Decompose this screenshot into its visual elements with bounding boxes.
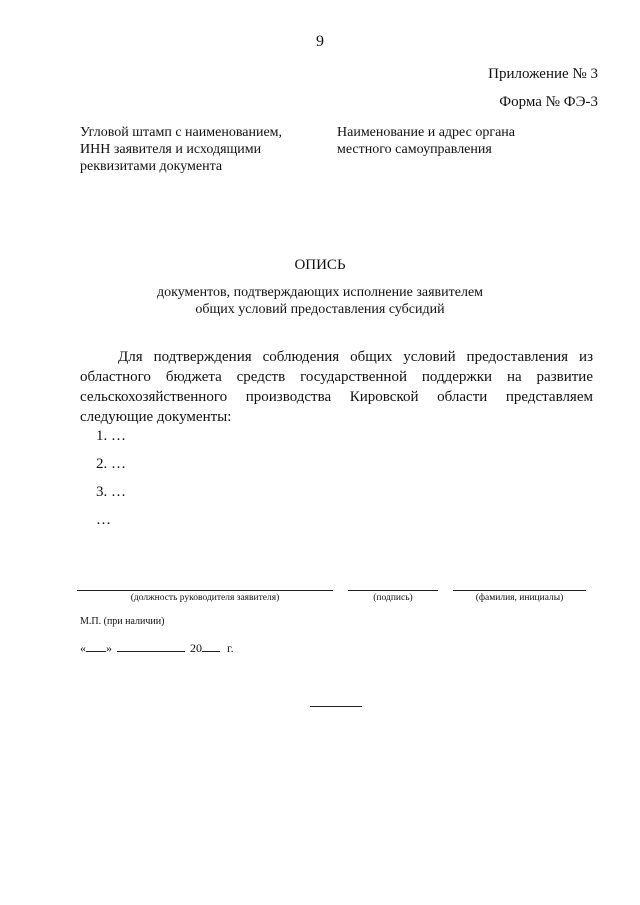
position-signature-line	[77, 590, 333, 591]
list-item: 1. …	[96, 428, 126, 444]
date-year-blank	[202, 651, 220, 652]
date-open-quote: «	[80, 641, 86, 655]
date-year-suffix: г.	[227, 641, 234, 655]
recipient-block	[337, 124, 597, 158]
page-number: 9	[316, 33, 324, 50]
corner-stamp-line: реквизитами документа	[80, 159, 223, 174]
name-signature-line	[453, 590, 586, 591]
date-line	[80, 641, 234, 656]
date-month-blank	[117, 651, 185, 652]
date-day-blank	[86, 651, 106, 652]
stamp-note: М.П. (при наличии)	[80, 616, 165, 627]
position-caption: (должность руководителя заявителя)	[130, 593, 280, 603]
recipient-line: Наименование и адрес органа	[337, 125, 515, 140]
subtitle-line: документов, подтверждающих исполнение заявителем	[156, 285, 484, 300]
recipient-line: местного самоуправления	[337, 142, 492, 157]
corner-stamp-line: Угловой штамп с наименованием,	[80, 125, 283, 140]
appendix-label: Приложение № 3	[488, 66, 598, 82]
signature-caption: (подпись)	[373, 593, 413, 603]
subtitle-line: общих условий предоставления субсидий	[195, 302, 445, 317]
list-item: 3. …	[96, 484, 126, 500]
form-label: Форма № ФЭ-3	[499, 94, 598, 110]
signature-line	[348, 590, 438, 591]
date-close-quote: »	[106, 641, 112, 655]
document-title: ОПИСЬ	[294, 257, 346, 273]
corner-stamp-block	[80, 124, 320, 175]
list-item: …	[96, 512, 111, 528]
corner-stamp-line: ИНН заявителя и исходящими	[80, 142, 262, 157]
name-caption: (фамилия, инициалы)	[475, 593, 564, 603]
list-item: 2. …	[96, 456, 126, 472]
date-year-prefix: 20	[190, 641, 202, 655]
end-divider	[310, 706, 362, 707]
body-paragraph: Для подтверждения соблюдения общих условий предоставления из областного бюджета средств государственной поддержки на развитие сельскохозяйственного производства Кировской области представляем следующие документы:	[80, 349, 593, 425]
